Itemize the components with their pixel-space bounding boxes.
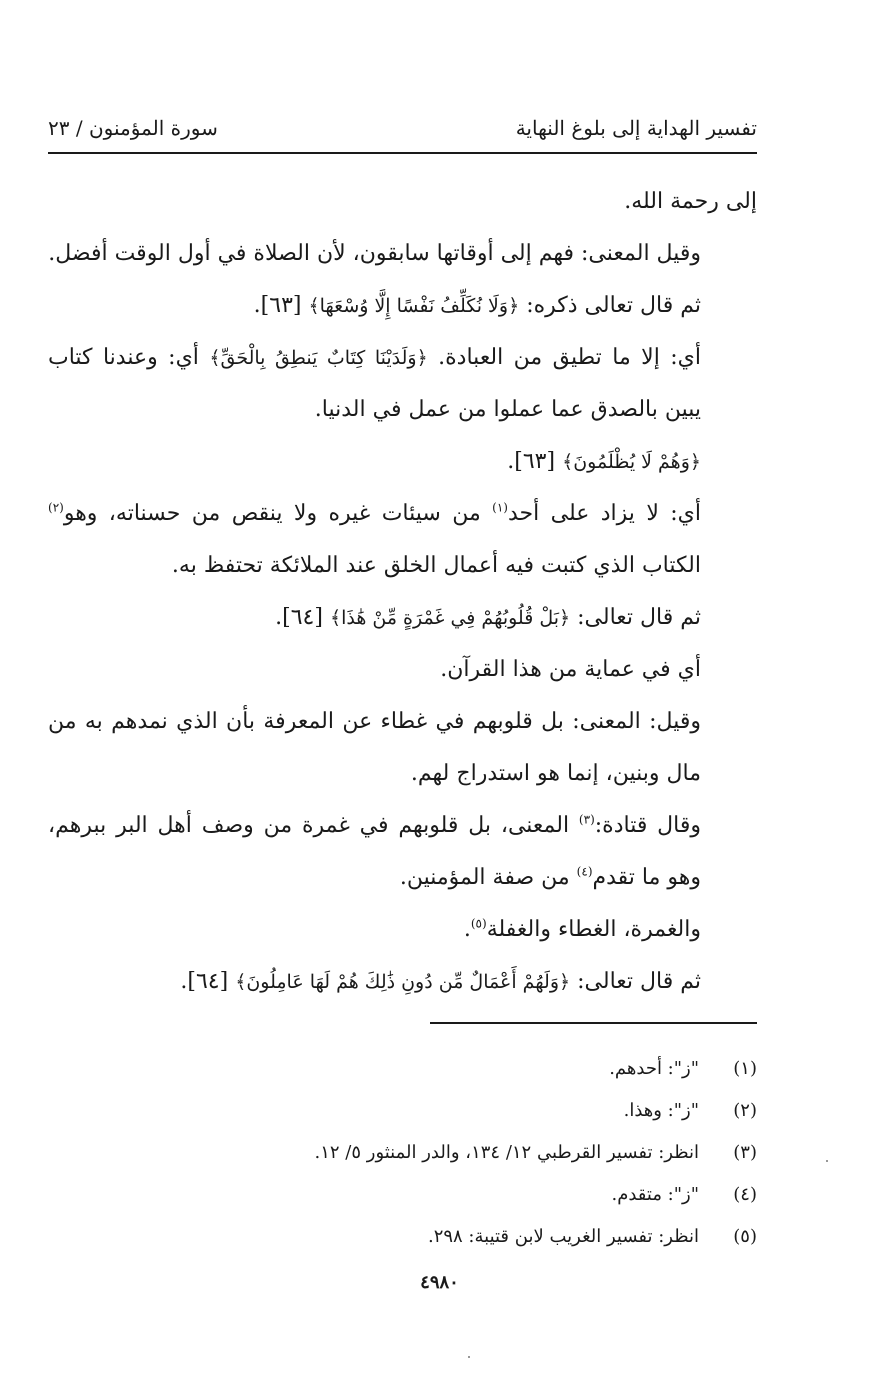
footnote-marker: (٤)	[576, 864, 593, 879]
paragraph	[48, 800, 757, 904]
text-run: المعنى، بل قلوبهم في غمرة من وصف أهل البر ببرهم، وهو ما تقدم	[48, 813, 701, 890]
text-run: أي: لا يزاد على أحد	[507, 501, 701, 526]
paragraph	[48, 592, 757, 644]
paragraph	[48, 332, 757, 436]
quran-verse: ﴿وَلَهُمْ أَعْمَالٌ مِّن دُونِ ذَٰلِكَ هُمْ لَهَا عَامِلُونَ﴾	[235, 971, 571, 993]
text-run: ثم قال تعالى:	[570, 605, 701, 630]
footnote-text: "ز": متقدم.	[611, 1184, 699, 1205]
paragraph	[48, 488, 757, 592]
text-run: وقال قتادة:	[594, 813, 701, 838]
text-run: الكتاب الذي كتبت فيه أعمال الخلق عند الملائكة تحتفظ به.	[171, 553, 701, 578]
quran-verse: ﴿وَلَدَيْنَا كِتَابٌ يَنطِقُ بِالْحَقِّ﴾	[209, 347, 428, 369]
text-run: أي: وعندنا كتاب يبين بالصدق عما عملوا من عمل في الدنيا.	[48, 345, 701, 422]
main-text	[48, 176, 757, 1008]
footnote-text: "ز": أحدهم.	[609, 1058, 699, 1079]
footnote-marker: (٢)	[48, 500, 64, 515]
paragraph	[48, 904, 757, 956]
paragraph	[48, 696, 757, 800]
text-run: من سيئات غيره ولا ينقص من حسناته، وهو	[63, 501, 493, 526]
text-run: وقيل المعنى: فهم إلى أوقاتها سابقون، لأن الصلاة في أول الوقت أفضل.	[48, 241, 701, 266]
footnote-2	[48, 1090, 757, 1132]
text-run: وقيل: المعنى: بل قلوبهم في غطاء عن المعرفة بأن الذي نمدهم به من مال وبنين، إنما هو استدراج لهم.	[48, 709, 701, 786]
text-run: [٦٤].	[275, 605, 330, 630]
footnote-divider	[430, 1022, 757, 1024]
footnote-marker: (١)	[492, 500, 508, 515]
paragraph	[48, 644, 757, 696]
text-run: [٦٣].	[507, 449, 563, 474]
footnote-4	[48, 1174, 757, 1216]
page-number: ٤٩٨٠	[420, 1272, 459, 1293]
footnote-marker: (٥)	[470, 916, 487, 931]
text-run: ثم قال تعالى:	[570, 969, 701, 994]
footnote-text: انظر: تفسير القرطبي ١٢/ ١٣٤، والدر المنثور ٥/ ١٢.	[314, 1142, 699, 1163]
footnotes	[48, 1048, 757, 1258]
text-run: .	[463, 917, 471, 942]
text-run: [٦٤].	[180, 969, 236, 994]
footnote-number: (٣)	[733, 1142, 757, 1163]
footnote-number: (٥)	[733, 1226, 757, 1247]
quran-verse: ﴿وَهُمْ لَا يُظْلَمُونَ﴾	[562, 451, 701, 473]
quran-verse: ﴿وَلَا نُكَلِّفُ نَفْسًا إِلَّا وُسْعَهَا﴾	[308, 295, 520, 317]
paragraph	[48, 436, 757, 488]
footnote-text: انظر: تفسير الغريب لابن قتيبة: ٢٩٨.	[427, 1226, 699, 1247]
footnote-5	[48, 1216, 757, 1258]
paragraph	[48, 228, 757, 280]
footnote-number: (٤)	[733, 1184, 757, 1205]
text-run: والغمرة، الغطاء والغفلة	[486, 917, 701, 942]
book-title: تفسير الهداية إلى بلوغ النهاية	[515, 116, 757, 140]
text-run: ثم قال تعالى ذكره:	[519, 293, 701, 318]
footnote-number: (١)	[733, 1058, 757, 1079]
text-run: من صفة المؤمنين.	[399, 865, 577, 890]
text-run: [٦٣].	[253, 293, 309, 318]
footnote-3	[48, 1132, 757, 1174]
footnote-text: "ز": وهذا.	[623, 1100, 699, 1121]
quran-verse: ﴿بَلْ قُلُوبُهُمْ فِي غَمْرَةٍ مِّنْ هَٰذَا﴾	[329, 607, 571, 629]
running-header	[48, 112, 757, 154]
paragraph	[48, 280, 757, 332]
scan-speck	[826, 1160, 828, 1162]
scan-speck	[468, 1356, 470, 1358]
text-run: أي: إلا ما تطيق من العبادة.	[427, 345, 702, 370]
paragraph	[48, 176, 757, 228]
text-run: إلى رحمة الله.	[624, 189, 757, 214]
footnote-1	[48, 1048, 757, 1090]
paragraph	[48, 956, 757, 1008]
footnote-marker: (٣)	[578, 812, 595, 827]
text-run: أي في عماية من هذا القرآن.	[440, 657, 701, 682]
footnote-number: (٢)	[733, 1100, 757, 1121]
surah-reference: سورة المؤمنون / ٢٣	[48, 116, 218, 140]
